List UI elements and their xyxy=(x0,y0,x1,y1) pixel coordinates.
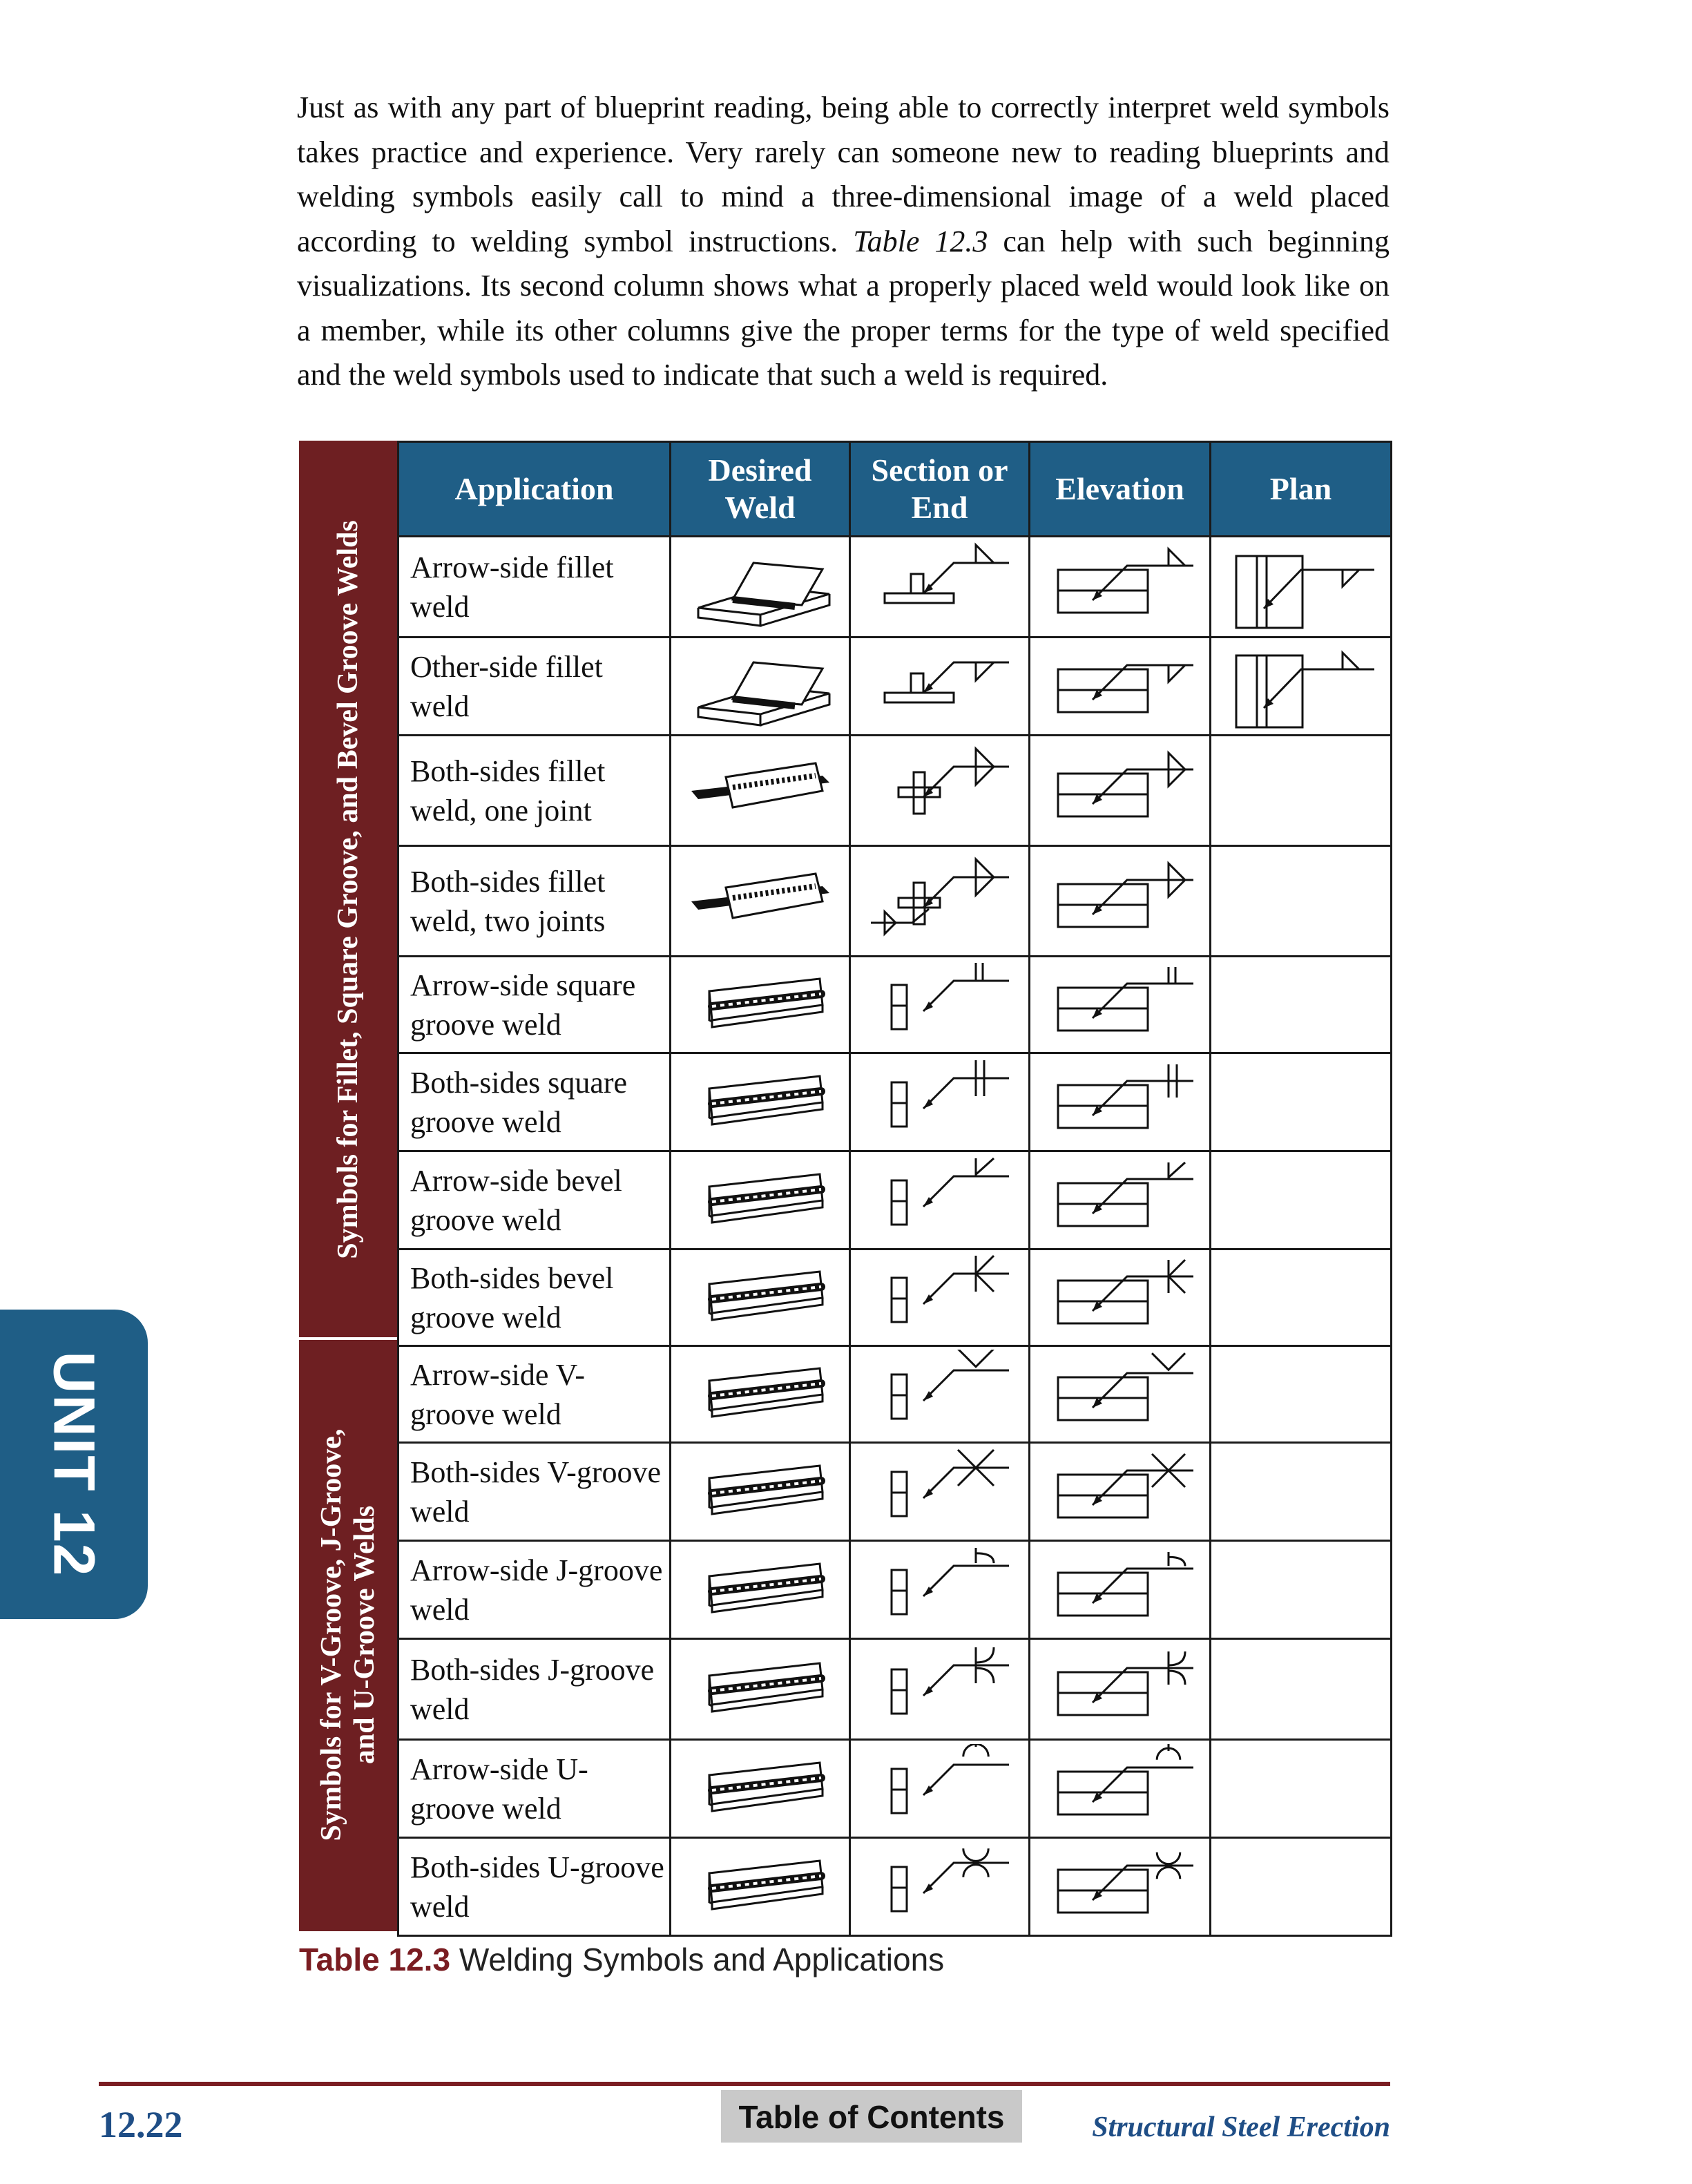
cell-desired-weld xyxy=(671,638,850,736)
cell-plan xyxy=(1211,846,1392,957)
section-weld-symbol xyxy=(857,1447,1023,1537)
cell-elevation xyxy=(1030,1740,1211,1838)
cell-application xyxy=(398,1639,671,1740)
cell-elevation xyxy=(1030,1249,1211,1346)
cell-elevation xyxy=(1030,1838,1211,1936)
elevation-weld-symbol xyxy=(1037,1645,1203,1734)
cell-desired-weld xyxy=(671,1541,850,1639)
cell-elevation xyxy=(1030,1443,1211,1541)
cell-desired-weld xyxy=(671,1838,850,1936)
book-title: Structural Steel Erection xyxy=(1092,2111,1390,2143)
cell-plan xyxy=(1211,1838,1392,1936)
section-weld-symbol xyxy=(857,542,1023,632)
cell-section xyxy=(850,1541,1030,1639)
cell-application xyxy=(398,1443,671,1541)
cell-section xyxy=(850,537,1030,638)
intro-table-reference: Table 12.3 xyxy=(853,224,988,258)
cell-plan xyxy=(1211,638,1392,736)
section-weld-symbol xyxy=(857,1156,1023,1245)
group-label-line-2: and U-Groove Welds xyxy=(349,1505,381,1765)
elevation-weld-symbol xyxy=(1037,642,1203,731)
cell-plan xyxy=(1211,1443,1392,1541)
table-row xyxy=(398,638,1392,736)
cell-elevation xyxy=(1030,1346,1211,1443)
plan-weld-symbol xyxy=(1218,642,1384,731)
table-row xyxy=(398,1249,1392,1346)
cell-elevation xyxy=(1030,846,1211,957)
table-of-contents-button[interactable]: Table of Contents xyxy=(721,2090,1022,2143)
cell-section xyxy=(850,1151,1030,1249)
section-weld-symbol xyxy=(857,746,1023,836)
application-text: Both-sides bevel groove weld xyxy=(410,1261,614,1334)
cell-section xyxy=(850,957,1030,1053)
cell-plan xyxy=(1211,1541,1392,1639)
cell-plan xyxy=(1211,736,1392,846)
elevation-weld-symbol xyxy=(1037,856,1203,946)
table-row xyxy=(398,736,1392,846)
header-plan: Plan xyxy=(1211,442,1392,537)
application-text: Arrow-side bevel groove weld xyxy=(410,1163,622,1237)
group-label-text xyxy=(315,1429,381,1841)
cell-section xyxy=(850,736,1030,846)
group-label-line-1: Symbols for V-Groove, J-Groove, xyxy=(316,1428,347,1841)
desired-weld-illustration xyxy=(684,1846,836,1928)
unit-tab-label: UNIT 12 xyxy=(41,1351,107,1578)
elevation-weld-symbol xyxy=(1037,1057,1203,1147)
cell-desired-weld xyxy=(671,736,850,846)
cell-plan xyxy=(1211,1151,1392,1249)
application-text: Both-sides J-groove weld xyxy=(410,1652,655,1726)
cell-desired-weld xyxy=(671,846,850,957)
cell-plan xyxy=(1211,1249,1392,1346)
cell-elevation xyxy=(1030,1541,1211,1639)
cell-plan xyxy=(1211,1346,1392,1443)
application-text: Arrow-side U-groove weld xyxy=(410,1752,588,1826)
unit-tab xyxy=(0,1310,148,1619)
cell-plan xyxy=(1211,1639,1392,1740)
section-weld-symbol xyxy=(857,960,1023,1050)
section-weld-symbol xyxy=(857,1645,1023,1734)
desired-weld-illustration xyxy=(684,964,836,1046)
caption-number: Table 12.3 xyxy=(299,1942,451,1977)
cell-plan xyxy=(1211,1740,1392,1838)
desired-weld-illustration xyxy=(684,1353,836,1436)
desired-weld-illustration xyxy=(684,1450,836,1533)
cell-application xyxy=(398,537,671,638)
intro-text-part2: can help with such beginning visualizations. Its second column shows what a properly placed weld would look like on a member, while its other columns give the proper terms for the type of weld specified and the weld symbols used to indicate that such a weld is required. xyxy=(297,224,1390,392)
cell-section xyxy=(850,1443,1030,1541)
cell-elevation xyxy=(1030,957,1211,1053)
section-weld-symbol xyxy=(857,1545,1023,1635)
cell-elevation xyxy=(1030,1639,1211,1740)
application-text: Arrow-side V-groove weld xyxy=(410,1357,585,1431)
section-weld-symbol xyxy=(857,1744,1023,1834)
cell-application xyxy=(398,1249,671,1346)
cell-section xyxy=(850,1346,1030,1443)
group-label-text: Symbols for Fillet, Square Groove, and Bevel Groove Welds xyxy=(332,520,364,1259)
cell-section xyxy=(850,846,1030,957)
cell-desired-weld xyxy=(671,1443,850,1541)
application-text: Arrow-side fillet weld xyxy=(410,550,614,624)
table-row xyxy=(398,846,1392,957)
table-row xyxy=(398,537,1392,638)
cell-section xyxy=(850,1639,1030,1740)
cell-section xyxy=(850,638,1030,736)
table-row xyxy=(398,1740,1392,1838)
application-text: Both-sides square groove weld xyxy=(410,1065,628,1139)
cell-application xyxy=(398,1740,671,1838)
section-weld-symbol xyxy=(857,1350,1023,1439)
desired-weld-illustration xyxy=(684,645,836,728)
cell-plan xyxy=(1211,537,1392,638)
elevation-weld-symbol xyxy=(1037,1253,1203,1343)
cell-section xyxy=(850,1053,1030,1151)
section-weld-symbol xyxy=(857,642,1023,731)
cell-elevation xyxy=(1030,537,1211,638)
cell-application xyxy=(398,957,671,1053)
group-label-v-j-u xyxy=(299,1339,397,1931)
elevation-weld-symbol xyxy=(1037,746,1203,836)
desired-weld-illustration xyxy=(684,1061,836,1144)
cell-desired-weld xyxy=(671,537,850,638)
elevation-weld-symbol xyxy=(1037,960,1203,1050)
elevation-weld-symbol xyxy=(1037,1545,1203,1635)
application-text: Both-sides U-groove weld xyxy=(410,1850,664,1924)
footer-rule xyxy=(99,2082,1390,2086)
plan-weld-symbol xyxy=(1218,542,1384,632)
cell-application xyxy=(398,1053,671,1151)
cell-application xyxy=(398,1151,671,1249)
table-row xyxy=(398,1541,1392,1639)
cell-plan xyxy=(1211,1053,1392,1151)
header-elevation: Elevation xyxy=(1030,442,1211,537)
group-divider xyxy=(299,1337,397,1340)
elevation-weld-symbol xyxy=(1037,1842,1203,1932)
application-text: Arrow-side square groove weld xyxy=(410,968,636,1042)
cell-desired-weld xyxy=(671,1639,850,1740)
header-section: Section or End xyxy=(850,442,1030,537)
application-text: Both-sides fillet weld, two joints xyxy=(410,864,606,938)
desired-weld-illustration xyxy=(684,1549,836,1631)
table-row xyxy=(398,1151,1392,1249)
desired-weld-illustration xyxy=(684,860,836,943)
table-row xyxy=(398,1838,1392,1936)
cell-section xyxy=(850,1838,1030,1936)
cell-section xyxy=(850,1740,1030,1838)
caption-text: Welding Symbols and Applications xyxy=(450,1942,945,1977)
section-weld-symbol xyxy=(857,1253,1023,1343)
page-number: 12.22 xyxy=(99,2104,183,2145)
cell-desired-weld xyxy=(671,1249,850,1346)
elevation-weld-symbol xyxy=(1037,1156,1203,1245)
cell-application xyxy=(398,1346,671,1443)
table-row xyxy=(398,957,1392,1053)
cell-elevation xyxy=(1030,638,1211,736)
elevation-weld-symbol xyxy=(1037,1447,1203,1537)
intro-paragraph xyxy=(297,86,1390,398)
section-weld-symbol xyxy=(857,1057,1023,1147)
header-application: Application xyxy=(398,442,671,537)
desired-weld-illustration xyxy=(684,1159,836,1242)
cell-desired-weld xyxy=(671,957,850,1053)
table-row xyxy=(398,1346,1392,1443)
table-row xyxy=(398,1639,1392,1740)
elevation-weld-symbol xyxy=(1037,1350,1203,1439)
table-row xyxy=(398,1053,1392,1151)
desired-weld-illustration xyxy=(684,1747,836,1830)
elevation-weld-symbol xyxy=(1037,542,1203,632)
cell-desired-weld xyxy=(671,1740,850,1838)
cell-elevation xyxy=(1030,1151,1211,1249)
cell-plan xyxy=(1211,957,1392,1053)
desired-weld-illustration xyxy=(684,546,836,629)
application-text: Both-sides V-groove weld xyxy=(410,1455,661,1529)
cell-section xyxy=(850,1249,1030,1346)
cell-elevation xyxy=(1030,1053,1211,1151)
application-text: Both-sides fillet weld, one joint xyxy=(410,754,606,827)
cell-application xyxy=(398,736,671,846)
cell-application xyxy=(398,1541,671,1639)
desired-weld-illustration xyxy=(684,749,836,832)
table-row xyxy=(398,1443,1392,1541)
cell-application xyxy=(398,846,671,957)
cell-desired-weld xyxy=(671,1053,850,1151)
section-weld-symbol xyxy=(857,856,1023,946)
welding-symbols-table xyxy=(397,441,1392,1937)
cell-application xyxy=(398,638,671,736)
cell-elevation xyxy=(1030,736,1211,846)
intro-text-part1: Just as with any part of blueprint reading, being able to correctly interpret weld symbols takes practice and experience. Very rarely can someone new to reading blueprints and welding symbols easily call to mind a three-dimensional image of a weld placed according to welding symbol instructions. xyxy=(297,90,1390,258)
desired-weld-illustration xyxy=(684,1648,836,1731)
desired-weld-illustration xyxy=(684,1256,836,1339)
elevation-weld-symbol xyxy=(1037,1744,1203,1834)
cell-desired-weld xyxy=(671,1151,850,1249)
cell-application xyxy=(398,1838,671,1936)
table-caption xyxy=(299,1941,944,1978)
application-text: Other-side fillet weld xyxy=(410,649,603,723)
group-label-fillet-square-bevel xyxy=(299,441,397,1339)
table-header-row xyxy=(398,442,1392,537)
cell-desired-weld xyxy=(671,1346,850,1443)
header-desired-weld: Desired Weld xyxy=(671,442,850,537)
section-weld-symbol xyxy=(857,1842,1023,1932)
application-text: Arrow-side J-groove weld xyxy=(410,1553,663,1627)
